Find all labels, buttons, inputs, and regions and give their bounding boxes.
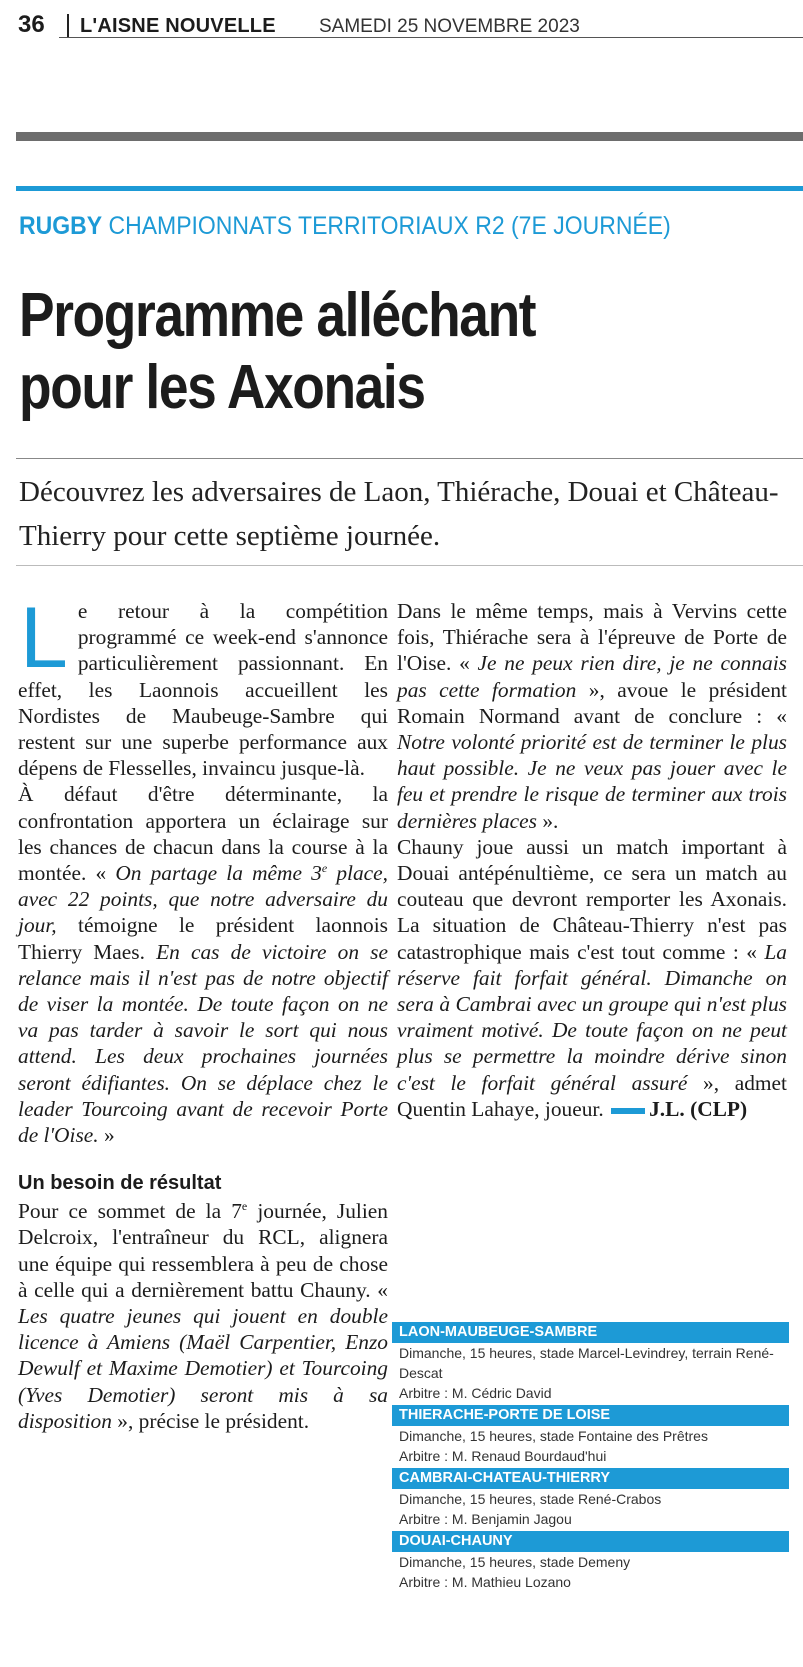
article-kicker (19, 211, 671, 241)
byline-bar (611, 1108, 645, 1114)
p5-text-a: Chauny joue aussi un match important à Douai antépénultième, ce sera un match au couteau que devront remporter les Axonais. La situation de Château-Thierry n'est pas catastrophique mais c'est tout comme : « (397, 834, 787, 964)
p2-text-b: témoigne le président laonnois Thierry Maes. (18, 913, 388, 964)
match-info: Dimanche, 15 heures, stade Fontaine des Prêtres (399, 1428, 708, 1444)
header-rule (59, 37, 803, 38)
page-header (14, 12, 803, 38)
match-info: Dimanche, 15 heures, stade Demeny (399, 1554, 631, 1570)
paragraph-1-text: e retour à la compétition programmé ce week-end s'annonce particulièrement passionnant. En effet, les Laonnois accueillent les Nordistes de Maubeuge-Sambre qui restent sur une superbe performance aux dépens de Flesselles, invaincu jusque-là. (18, 599, 388, 781)
p2-end: » (98, 1123, 115, 1148)
paragraph-5 (397, 834, 787, 1122)
article-subheading: Un besoin de résultat (18, 1172, 222, 1195)
paragraph-1 (18, 590, 388, 781)
p3-text-b: journée, Julien Delcroix, l'entraîneur du RCL, alignera une équipe qui ressemblera à peu de chose à celle qui a dernièrement battu Chauny. « (18, 1199, 388, 1302)
drop-cap: L (20, 590, 68, 686)
match-title: LAON-MAUBEUGE-SAMBRE (392, 1322, 789, 1343)
match-referee: Arbitre : M. Renaud Bourdaud'hui (399, 1448, 607, 1464)
p4-text-b: », avoue le président Romain Normand avant de conclure : « (397, 677, 787, 728)
article-column-left (18, 590, 388, 1434)
p4-quote-2: Notre volonté priorité est de terminer le plus haut possible. Je ne veux pas jouer avec le feu et prendre le risque de terminer aux trois dernières places (397, 730, 787, 833)
match-referee: Arbitre : M. Mathieu Lozano (399, 1574, 571, 1590)
article-standfirst: Découvrez les adversaires de Laon, Thiérache, Douai et Château-Thierry pour cette septième journée. (19, 476, 779, 552)
p4-quote-1: Je ne peux rien dire, je ne connais pas cette formation (397, 651, 787, 702)
p2-quote-2: En cas de victoire on se relance mais il n'est pas de notre objectif de viser la montée. De toute façon on ne va pas tarder à savoir le sort qui nous attend. Les deux prochaines journées seront édifiantes. On se déplace chez le leader Tourcoing avant de recevoir Porte de l'Oise. (18, 939, 388, 1148)
match-referee: Arbitre : M. Benjamin Jagou (399, 1511, 572, 1527)
match-block (392, 1468, 789, 1531)
p2-quote-1-sup: e (321, 860, 328, 875)
p5-quote: La réserve fait forfait général. Dimanche on sera à Cambrai avec un groupe qui n'est plus vraiment motivé. De toute façon on ne peut plus se permettre la moindre dérive sinon c'est le forfait général assuré (397, 939, 787, 1095)
article-headline (19, 280, 793, 424)
match-title: CAMBRAI-CHATEAU-THIERRY (392, 1468, 789, 1489)
byline (609, 1097, 747, 1121)
kicker-subsection: CHAMPIONNATS TERRITORIAUX R2 (7E JOURNÉE) (108, 212, 671, 240)
p4-end: ». (537, 808, 559, 833)
match-block (392, 1322, 789, 1405)
p2-quote-1a: On partage la même 3 (115, 861, 322, 886)
p3-text-a: Pour ce sommet de la 7 (18, 1199, 242, 1224)
section-blue-bar (16, 186, 803, 191)
match-block (392, 1405, 789, 1468)
newspaper-name: L'AISNE NOUVELLE (80, 15, 276, 37)
paragraph-4 (397, 598, 787, 834)
issue-date: SAMEDI 25 NOVEMBRE 2023 (319, 16, 580, 37)
matches-box (392, 1322, 789, 1594)
p3-end: », précise le président. (111, 1408, 310, 1433)
section-grey-bar (16, 132, 803, 141)
paragraph-3 (18, 1198, 388, 1434)
p3-quote: Les quatre jeunes qui jouent en double licence à Amiens (Maël Carpentier, Enzo Dewulf et Maxime Demotier) et Tourcoing (Yves Demotier) seront mis à sa disposition (18, 1304, 388, 1433)
match-block (392, 1531, 789, 1594)
match-title: THIERACHE-PORTE DE LOISE (392, 1405, 789, 1426)
p5-text-b: », admet Quentin Lahaye, joueur. (397, 1070, 787, 1121)
match-info: Dimanche, 15 heures, stade René-Crabos (399, 1491, 662, 1507)
match-referee: Arbitre : M. Cédric David (399, 1385, 552, 1401)
paragraph-2 (18, 781, 388, 1148)
p3-sup: e (241, 1199, 248, 1214)
headline-line-1: Programme alléchant (19, 281, 536, 350)
p4-text-a: Dans le même temps, mais à Vervins cette fois, Thiérache sera à l'épreuve de Porte de l'Oise. « (397, 599, 787, 676)
article-column-right (397, 598, 787, 1122)
standfirst-rule (16, 565, 803, 566)
p2-text-a: À défaut d'être déterminante, la confrontation apportera un éclairage sur les chances de chacun dans la course à la montée. « (18, 782, 388, 886)
match-title: DOUAI-CHAUNY (392, 1531, 789, 1552)
header-divider (67, 14, 69, 38)
headline-line-2: pour les Axonais (19, 353, 425, 422)
byline-text: J.L. (CLP) (649, 1096, 748, 1121)
page-number: 36 (18, 11, 45, 38)
kicker-section: RUGBY (19, 212, 103, 240)
headline-rule (16, 458, 803, 459)
p2-quote-1b: place, avec 22 points, que notre adversaire du jour, (18, 861, 388, 938)
match-info: Dimanche, 15 heures, stade Marcel-Levindrey, terrain René-Descat (399, 1345, 774, 1381)
